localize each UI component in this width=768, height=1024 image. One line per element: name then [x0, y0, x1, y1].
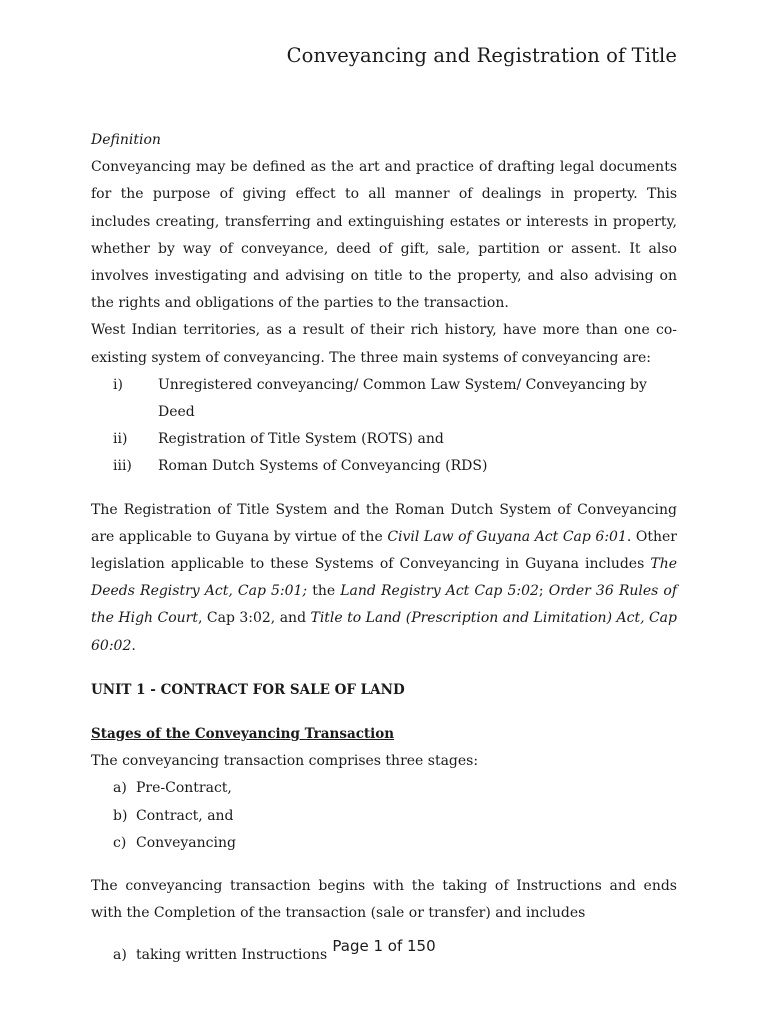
list-item-text: taking written Instructions	[136, 947, 328, 964]
act-citation: The Deeds Registry Act, Cap 5:01;	[91, 556, 677, 600]
text-run: ;	[538, 583, 549, 600]
list-item	[91, 372, 677, 426]
list-item-text: Registration of Title System (ROTS) and	[158, 431, 444, 448]
text-run: The Registration of Title System and the Roman Dutch System of Conveyancing are applicable to Guyana by virtue of the	[91, 501, 677, 545]
list-marker: i)	[113, 376, 123, 393]
list-item-text: Pre-Contract,	[136, 780, 232, 797]
page-content	[91, 127, 677, 970]
list-marker: iii)	[113, 458, 132, 475]
stages-intro: The conveyancing transaction comprises three stages:	[91, 753, 479, 770]
list-item	[91, 426, 677, 453]
list-item-text: Conveyancing	[136, 834, 236, 851]
transaction-paragraph: The conveyancing transaction begins with the taking of Instructions and ends with the Completion of the transaction (sale or transfer) and includes	[91, 878, 677, 922]
list-item-text: Roman Dutch Systems of Conveyancing (RDS)	[158, 458, 488, 475]
conveyancing-systems-list	[91, 372, 677, 481]
list-marker: b)	[113, 807, 128, 824]
list-marker: a)	[113, 947, 127, 964]
definition-paragraph: Conveyancing may be defined as the art and practice of drafting legal documents for the purpose of giving effect to all manner of dealings in property. This includes creating, transferring and extinguishing estates or interests in property, whether by way of conveyance, deed of gift, sale, partition or assent. It also involves investigating and advising on title to the property, and also advising on the rights and obligations of the parties to the transaction.	[91, 159, 677, 312]
act-citation: Land Registry Act Cap 5:02	[340, 583, 539, 600]
list-marker: a)	[113, 780, 127, 797]
list-item	[91, 453, 677, 480]
list-item-text: Contract, and	[136, 807, 234, 824]
section-heading: Stages of the Conveyancing Transaction	[91, 726, 395, 743]
list-item	[91, 830, 677, 857]
list-marker: ii)	[113, 431, 128, 448]
definition-heading: Definition	[91, 132, 161, 148]
stages-list	[91, 775, 677, 857]
unit-heading: UNIT 1 - CONTRACT FOR SALE OF LAND	[91, 681, 405, 698]
text-run: . Other legislation applicable to these Systems of Conveyancing in Guyana includes	[91, 528, 677, 573]
list-item-text: Unregistered conveyancing/ Common Law System/ Conveyancing by Deed	[158, 376, 647, 421]
text-run: .	[131, 637, 136, 654]
page-number: Page 1 of 150	[332, 937, 436, 955]
text-run: the	[307, 583, 341, 600]
list-item	[91, 775, 677, 802]
text-run: , Cap 3:02, and	[197, 610, 311, 627]
systems-intro-paragraph: West Indian territories, as a result of their rich history, have more than one co-existing system of conveyancing. The three main systems of conveyancing are:	[91, 322, 677, 366]
act-citation: Civil Law of Guyana Act Cap 6:01	[387, 528, 627, 545]
list-marker: c)	[113, 834, 127, 851]
applicability-paragraph	[91, 497, 677, 660]
act-citation: Title to Land (Prescription and Limitation) Act, Cap 60:02	[91, 610, 677, 654]
running-header: Conveyancing and Registration of Title	[286, 44, 677, 67]
list-item	[91, 803, 677, 830]
act-citation: Order 36 Rules of the High Court	[91, 583, 678, 627]
